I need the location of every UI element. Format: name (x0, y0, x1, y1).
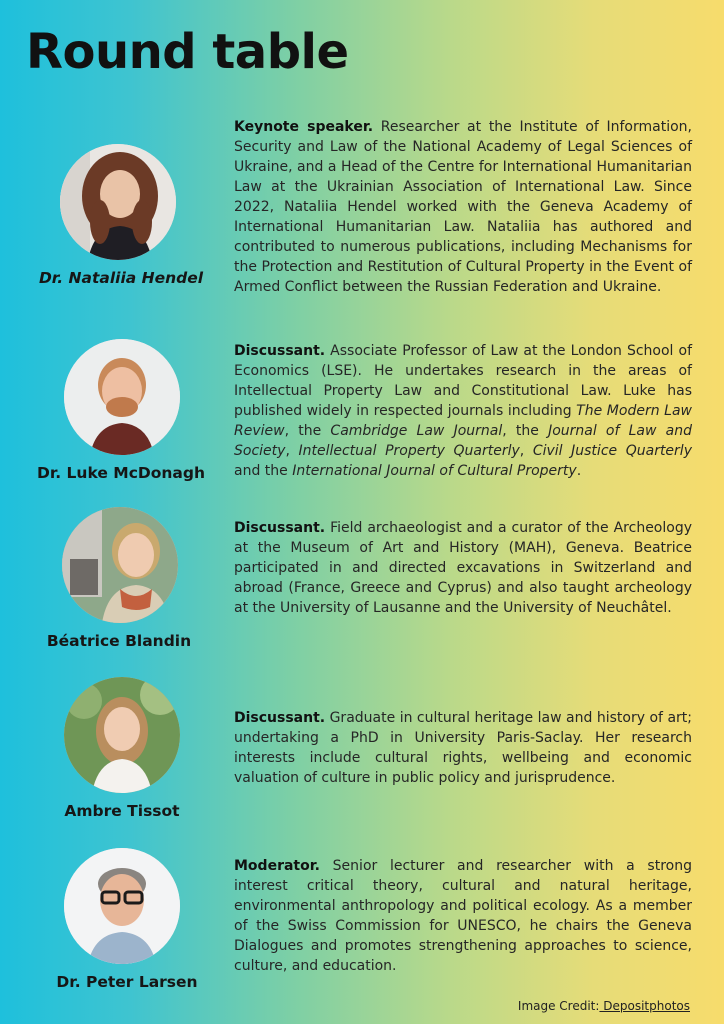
bio-text: , the (284, 423, 331, 439)
bio-text: and the (234, 463, 293, 479)
speaker-bio (234, 708, 692, 788)
bio-text: . (576, 463, 582, 479)
speaker-photo-blandin (62, 507, 178, 623)
bio-text: Researcher at the Institute of Information, Security and Law of the National Academy of Legal Sciences of Ukraine, and a Head of the Centre for International Humanitarian Law at the Ukrainian Association of International Law. Since 2022, Nataliia Hendel worked with the Geneva Academy of International Humanitarian Law. Nataliia has authored and contributed to numerous publications, including Mechanisms for the Protection and Restitution of Cultural Property in the Event of Armed Conflict between the Russian Federation and Ukraine. (234, 119, 692, 295)
bio-text: Senior lecturer and researcher with a strong interest critical theory, cultural and natural heritage, environmental anthropology and political ecology. As a member of the Swiss Commission for UNESCO, he chairs the Geneva Dialogues and promotes strengthening approaches to science, culture, and education. (234, 858, 692, 974)
speaker-bio (234, 117, 692, 297)
speaker-role: Discussant. (234, 520, 326, 536)
bio-text: , (519, 443, 533, 459)
bio-text: Graduate in cultural heritage law and history of art; undertaking a PhD in University Paris-Saclay. Her research interests include cultural rights, wellbeing and economic valuation of culture in public policy and jurisprudence. (234, 710, 692, 786)
bio-text: , the (502, 423, 549, 439)
journal-title: The Modern Law Review (234, 403, 692, 439)
bio-text: , (285, 443, 299, 459)
speaker-role: Discussant. (234, 343, 326, 359)
journal-title: International Journal of Cultural Property (292, 463, 577, 479)
speaker-name: Dr. Nataliia Hendel (38, 269, 204, 287)
speaker-role: Moderator. (234, 858, 320, 874)
speaker-role: Keynote speaker. (234, 119, 374, 135)
speaker-bio (234, 856, 692, 976)
speaker-name: Dr. Peter Larsen (56, 973, 198, 991)
portrait-icon (62, 507, 178, 623)
speaker-name: Ambre Tissot (64, 802, 180, 820)
credit-label: Image Credit: (517, 999, 600, 1013)
portrait-icon (64, 848, 180, 964)
portrait-icon (64, 677, 180, 793)
journal-title: Cambridge Law Journal (330, 423, 503, 439)
journal-title: Intellectual Property Quarterly (298, 443, 520, 459)
image-credit (518, 999, 690, 1013)
portrait-icon (60, 144, 176, 260)
credit-link[interactable]: Depositphotos (599, 999, 690, 1013)
speaker-bio (234, 341, 692, 481)
journal-title: Civil Justice Quarterly (532, 443, 692, 459)
bio-text: Associate Professor of Law at the London School of Economics (LSE). He undertakes research in the areas of Intellectual Property Law and Constitutional Law. Luke has published widely in respected journals including (234, 343, 692, 419)
speaker-role: Discussant. (234, 710, 326, 726)
speaker-name: Béatrice Blandin (46, 632, 192, 650)
journal-title: Journal of Law and Society (234, 423, 692, 459)
speaker-photo-mcdonagh (64, 339, 180, 455)
speaker-photo-hendel (60, 144, 176, 260)
speaker-photo-tissot (64, 677, 180, 793)
page-title: Round table (26, 24, 349, 80)
speaker-name: Dr. Luke McDonagh (36, 464, 206, 482)
bio-text: Field archaeologist and a curator of the Archeology at the Museum of Art and History (MAH), Geneva. Beatrice participated in and directed excavations in Switzerland and abroad (France, Greece and Cyprus) and also taught archeology at the University of Lausanne and the University of Neuchâtel. (234, 520, 692, 616)
portrait-icon (64, 339, 180, 455)
speaker-photo-larsen (64, 848, 180, 964)
speaker-bio (234, 518, 692, 618)
